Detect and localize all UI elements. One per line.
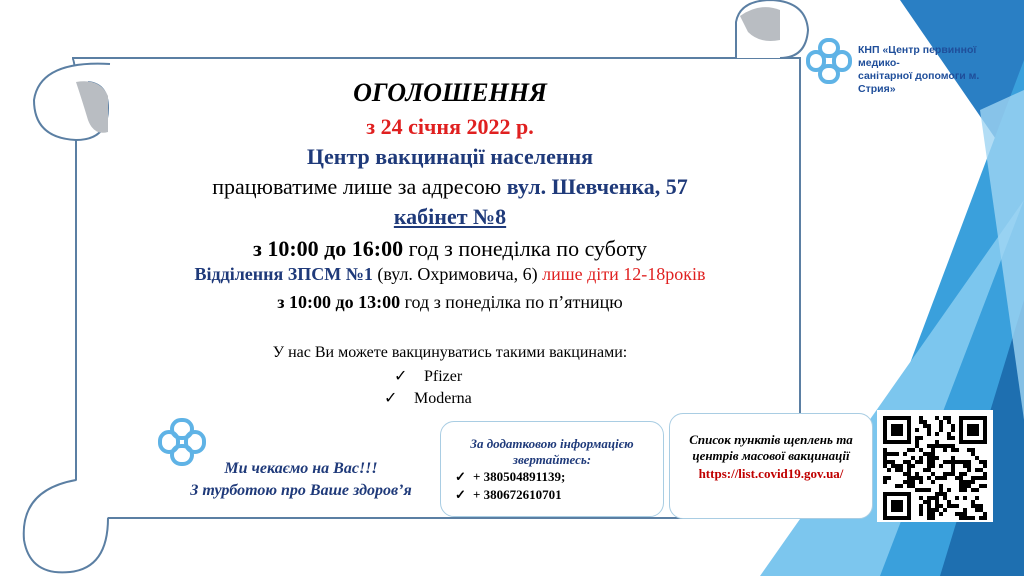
closing-line2: З турботою про Ваше здоров’я [190,482,412,499]
branch-line [120,264,780,285]
vaccination-points-heading: Список пунктів щеплень та центрів масової вакцинації [689,432,853,463]
check-icon: ✓ [455,469,466,484]
vaccine-name: Pfizer [424,368,463,385]
org-name-line1: КНП «Центр первинної медико- [858,44,977,69]
phone-item [455,468,663,486]
closing-line1: Ми чекаємо на Вас!!! [224,460,378,477]
address-prefix: працюватиме лише за адресою [212,174,507,199]
notice-date: з 24 січня 2022 р. [366,114,534,139]
vaccination-center-name: Центр вакцинації населення [306,144,594,169]
address-street: вул. Шевченка, 57 [506,174,688,199]
branch-address: (вул. Охримовича, 6) [372,264,543,284]
org-name-line2: санітарної допомоги м. Стрия» [858,70,980,95]
notice-title: ОГОЛОШЕННЯ [353,78,547,107]
working-hours-time: з 10:00 до 16:00 [253,236,404,261]
qr-code-icon[interactable] [877,410,993,522]
list-item [384,388,472,410]
cabinet-number: кабінет №8 [393,204,507,229]
branch-name: Відділення ЗПСМ №1 [194,264,373,284]
working-hours [120,236,780,262]
address-line [120,174,780,200]
contact-heading: За додатковою інформацією звертайтесь: [470,436,634,467]
phone-number: + 380504891139; [473,469,566,484]
contact-info-box [440,421,664,517]
phone-item [455,486,663,504]
check-icon: ✓ [455,487,466,502]
branch-hours-time: з 10:00 до 13:00 [277,292,401,312]
vaccination-points-link[interactable]: https://list.covid19.gov.ua/ [698,466,844,481]
check-icon: ✓ [394,368,408,385]
vaccine-name: Moderna [414,390,472,407]
phone-number: + 380672610701 [473,487,562,502]
check-icon: ✓ [384,390,398,407]
closing-message [156,458,446,502]
vaccines-intro: У нас Ви можете вакцинуватись такими вакцинами: [272,344,628,361]
working-hours-days: год з понеділка по суботу [403,236,647,261]
branch-hours [120,292,780,313]
branch-hours-days: год з понеділка по п’ятницю [400,292,623,312]
vaccination-points-box [669,413,873,519]
medical-cross-logo-icon [806,38,852,84]
vaccine-list [384,366,472,410]
branch-note: лише діти 12-18років [542,264,706,284]
org-name [858,44,1018,96]
org-logo [806,38,1016,95]
list-item [394,366,472,388]
